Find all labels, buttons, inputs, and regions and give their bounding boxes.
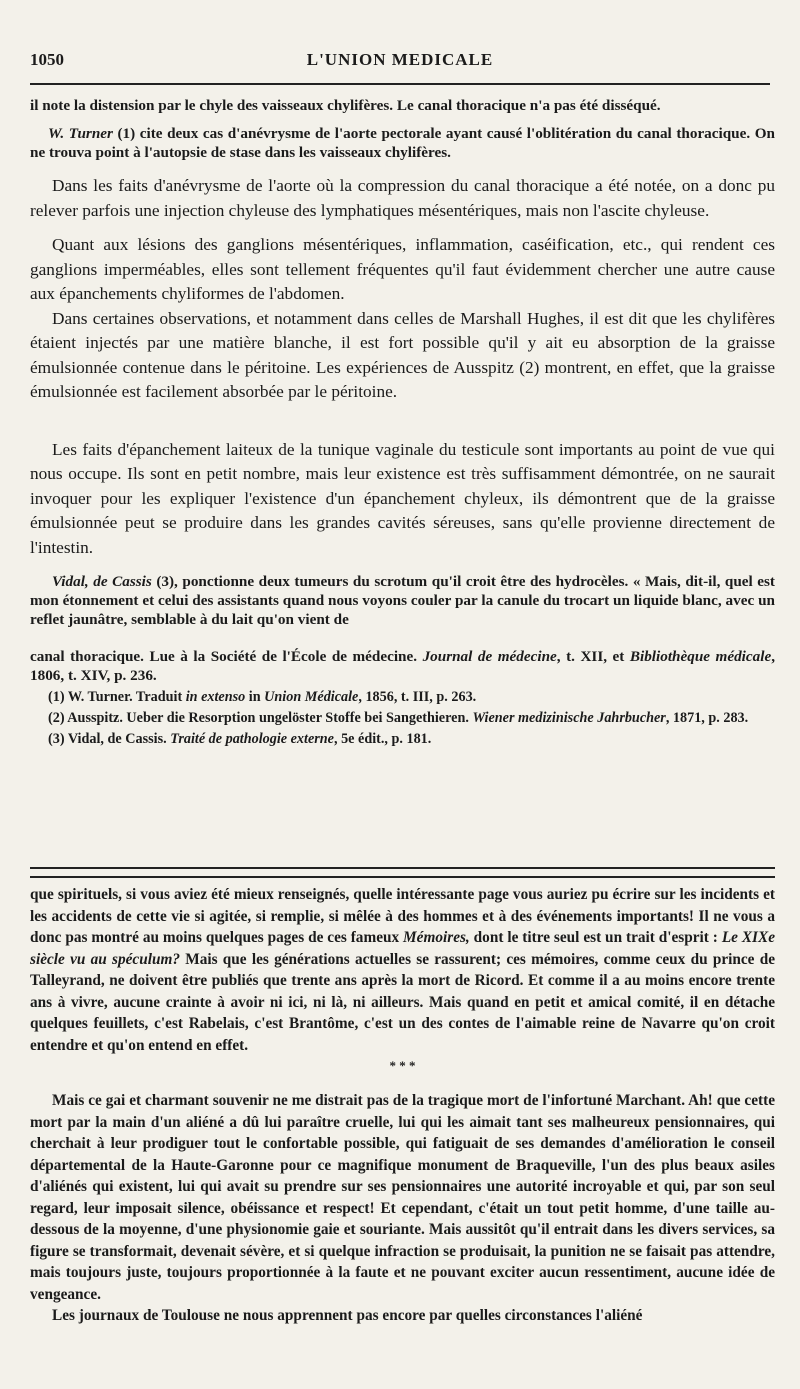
footnote-1-journal: Union Médicale: [264, 689, 359, 705]
paragraph-canal: [30, 647, 775, 685]
page-number: 1050: [30, 50, 64, 69]
footnote-2-text: (2) Ausspitz. Ueber die Resorption ungelöster Stoffe bei Sangethieren.: [48, 710, 473, 726]
feuilleton-divider: [30, 867, 775, 878]
speculum-title: Le XIXe siècle vu au spéculum?: [30, 929, 775, 968]
paragraph-observations: Dans certaines observations, et notamment dans celles de Marshall Hughes, il est dit que les chylifères étaient injectés par une matière blanche, il est fort possible qu'il y ait eu absorption de la graisse émulsionnée contenue dans le péritoine. Les expériences de Ausspitz (2) montrent, en effet, que la graisse émulsionnée est facilement absorbée par le péritoine.: [30, 308, 775, 401]
footnote-1-text: (1) W. Turner. Traduit: [48, 689, 186, 705]
paragraph-turner: [30, 124, 775, 162]
feuilleton-paragraph-ricord: [30, 884, 775, 1056]
paragraph-turner-text: (1) cite deux cas d'anévrysme de l'aorte pectorale ayant causé l'oblitération du canal thoracique. On ne trouva point à l'autopsie de stase dans les vaisseaux chylifères.: [30, 125, 775, 161]
running-head: L'UNION MEDICALE: [306, 50, 494, 69]
footnote-3: [30, 730, 775, 749]
author-turner: W. Turner: [48, 125, 113, 142]
footnote-1-in: in: [245, 689, 265, 705]
feuilleton-body: [30, 884, 775, 1327]
ricord-text-2: dont le titre seul est un trait d'esprit :: [469, 929, 722, 946]
footnote-1-ref: , 1856, t. III, p. 263.: [358, 689, 477, 705]
paragraph-aneurysm: Dans les faits d'anévrysme de l'aorte où la compression du canal thoracique a été notée, on a donc pu relever parfois une injection chyleuse des lymphatiques mésentériques, mais non l'ascite chyleuse.: [30, 176, 775, 220]
canal-text-2: , t. XII, et: [556, 648, 630, 665]
bibliotheque-title: Bibliothèque médicale: [629, 648, 772, 665]
canal-text-1: canal thoracique. Lue à la Société de l'École de médecine.: [30, 648, 423, 665]
paragraph-chyle: il note la distension par le chyle des vaisseaux chylifères. Le canal thoracique n'a pas été disséqué.: [30, 97, 661, 114]
feuilleton-paragraph-toulouse: Les journaux de Toulouse ne nous apprennent pas encore par quelles circonstances l'aliéné: [52, 1307, 643, 1324]
canal-text-3: , 1806, t. XIV, p. 236.: [30, 648, 775, 684]
paragraph-vidal-text: (3), ponctionne deux tumeurs du scrotum qu'il croit être des hydrocèles. « Mais, dit-il, quel est mon étonnement et celui des assistants quand nous voyons couler par la canule du trocart un liquide blanc, avec un reflet jaunâtre, semblable à du lait qu'on vient de: [30, 573, 775, 628]
footnote-3-ref: , 5e édit., p. 181.: [333, 731, 432, 747]
section-asterism: * * *: [389, 1058, 416, 1073]
footnote-3-title: Traité de pathologie externe: [170, 731, 334, 747]
footnote-2-ref: , 1871, p. 283.: [665, 710, 749, 726]
footnote-3-text: (3) Vidal, de Cassis.: [48, 731, 171, 747]
footnotes: [30, 688, 775, 749]
footnote-2-journal: Wiener medizinische Jahrbucher: [472, 710, 666, 726]
journal-title: Journal de médecine: [422, 648, 557, 665]
header-rule: [30, 83, 770, 85]
footnote-1: [30, 688, 775, 707]
page-header: [30, 50, 770, 78]
paragraph-vaginale: Les faits d'épanchement laiteux de la tunique vaginale du testicule sont importants au point de vue qui nous occupe. Ils sont en petit nombre, mais leur existence est très suffisamment démontrée, on ne saurait invoquer pour les expliquer l'existence d'un épanchement chyleux, ils démontrent que de la graisse émulsionnée peut se produire dans les grandes cavités séreuses, sans qu'elle provienne directement de l'intestin.: [30, 439, 775, 557]
ricord-text-1: que spirituels, si vous aviez été mieux renseignés, quelle intéressante page vous auriez pu écrire sur les incidents et les accidents de cette vie si agitée, si remplie, si mêlée à des hommes et à des événements importants! Il ne vous a donc pas montré au moins quelques pages de ces fameux: [30, 886, 775, 946]
author-vidal: Vidal, de Cassis: [52, 573, 152, 590]
ricord-text-3: Mais que les générations actuelles se rassurent; ces mémoires, comme ceux du prince de Talleyrand, ne doivent être publiés que trente ans après la mort de Ricord. Et comme il a au moins encore trente ans à vivre, aucune crainte à avoir ni ici, ni là, ni ailleurs. Mais quand en petit et amical comité, il en détache quelques feuillets, c'est Rabelais, c'est Brantôme, c'est un des contes de l'aimable reine de Navarre qu'on croit entendre et qu'on entend en effet.: [30, 950, 775, 1054]
paragraph-vidal: [30, 572, 775, 629]
memoires-title: Mémoires,: [403, 929, 470, 946]
article-body: [30, 96, 775, 749]
feuilleton-paragraph-marchant: Mais ce gai et charmant souvenir ne me distrait pas de la tragique mort de l'infortuné Marchant. Ah! que cette mort par la main d'un aliéné a dû lui paraître cruelle, lui qui les aimait tant ses malheureux pensionnaires, qui cherchait à leur prodiguer tout le confortable possible, qui fatiguait de ses demandes d'amélioration le conseil départemental de la Haute-Garonne pour ce magnifique monument de Braqueville, l'un des plus beaux asiles d'aliénés qui existent, lui qui avait su prendre sur ses pensionnaires une autorité incroyable et qui, par son seul regard, leur imposait silence, obéissance et respect! Et cependant, c'était un tout petit homme, d'une taille au-dessous de la moyenne, d'une physionomie gaie et souriante. Mais aussitôt qu'il entrait dans les divers services, sa figure se transformait, devenait sévère, et si quelque infraction se produisait, la punition ne se faisait pas attendre, mais toujours juste, toujours proportionnée à la faute et ne pouvant exciter aucun ressentiment, aucune idée de vengeance.: [30, 1092, 775, 1303]
footnote-2: [30, 709, 775, 728]
paragraph-ganglions: Quant aux lésions des ganglions mésentériques, inflammation, caséification, etc., qui rendent ces ganglions imperméables, elles sont tellement fréquentes qu'il faut évidemment chercher une autre cause aux épanchements chyliformes de l'abdomen.: [30, 235, 775, 303]
footnote-1-extenso: in extenso: [185, 689, 246, 705]
